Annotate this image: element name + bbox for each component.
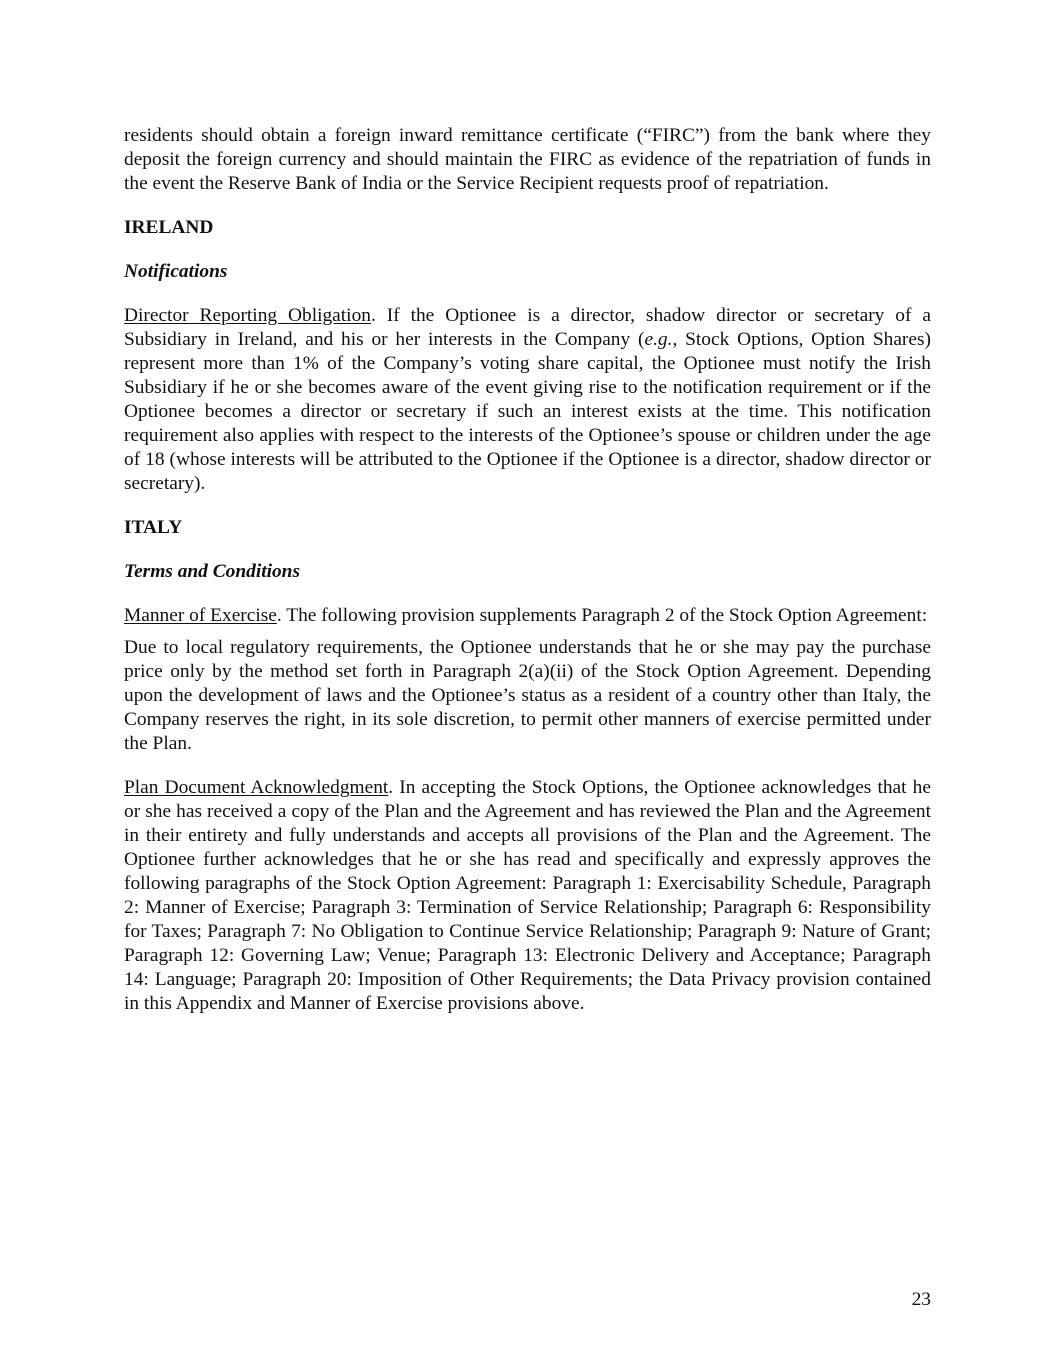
plan-acknowledgment-text: . In accepting the Stock Options, the Optionee acknowledges that he or she has received a copy of the Plan and the Agreement and has reviewed the Plan and the Agreement in their entirety and fully understands and accepts all provisions of the Plan and the Agreement. The Optionee further acknowledges that he or she has read and specifically and expressly approves the following paragraphs of the Stock Option Agreement: Paragraph 1: Exercisability Schedule, Paragraph 2: Manner of Exercise; Paragraph 3: Termination of Service Relationship; Paragraph 6: Responsibility for Taxes; Paragraph 7: No Obligation to Continue Service Relationship; Paragraph 9: Nature of Grant; Paragraph 12: Governing Law; Venue; Paragraph 13: Electronic Delivery and Acceptance; Paragraph 14: Language; Paragraph 20: Imposition of Other Requirements; the Data Privacy provision contained in this Appendix and Manner of Exercise provisions above. [124,777,931,1014]
document-body [124,124,931,1016]
intro-paragraph: residents should obtain a foreign inward remittance certificate (“FIRC”) from the bank where they deposit the foreign currency and should maintain the FIRC as evidence of the repatriation of funds in the event the Reserve Bank of India or the Service Recipient requests proof of repatriation. [124,125,931,194]
director-reporting-paragraph [124,304,931,496]
manner-of-exercise-text: . The following provision supplements Paragraph 2 of the Stock Option Agreement: [276,605,928,626]
ireland-subheading: Notifications [124,261,228,282]
italy-subheading: Terms and Conditions [124,561,301,582]
ireland-heading: IRELAND [124,217,214,238]
director-reporting-title: Director Reporting Obligation [124,305,371,326]
plan-acknowledgment-title: Plan Document Acknowledgment [124,777,389,798]
manner-of-exercise-detail: Due to local regulatory requirements, the Optionee understands that he or she may pay the purchase price only by the method set forth in Paragraph 2(a)(ii) of the Stock Option Agreement. Depending upon the development of laws and the Optionee’s status as a resident of a country other than Italy, the Company reserves the right, in its sole discretion, to permit other manners of exercise permitted under the Plan. [124,637,931,754]
director-reporting-text-2: , Stock Options, Option Shares) represent more than 1% of the Company’s voting share capital, the Optionee must notify the Irish Subsidiary if he or she becomes aware of the event giving rise to the notification requirement or if the Optionee becomes a director or secretary if such an interest exists at the time. This notification requirement also applies with respect to the interests of the Optionee’s spouse or children under the age of 18 (whose interests will be attributed to the Optionee if the Optionee is a director, shadow director or secretary). [124,329,931,494]
page-number: 23 [911,1289,931,1310]
plan-acknowledgment-paragraph [124,776,931,1016]
director-reporting-separator: . [370,305,387,326]
director-reporting-text-1: If the Optionee is a director, shadow director or secretary of a Subsidiary in Ireland, and his or her interests in the Company ( [124,305,931,350]
manner-of-exercise-paragraph [124,604,931,628]
director-reporting-eg: e.g. [644,329,673,350]
italy-heading: ITALY [124,517,183,538]
manner-of-exercise-title: Manner of Exercise [124,605,277,626]
